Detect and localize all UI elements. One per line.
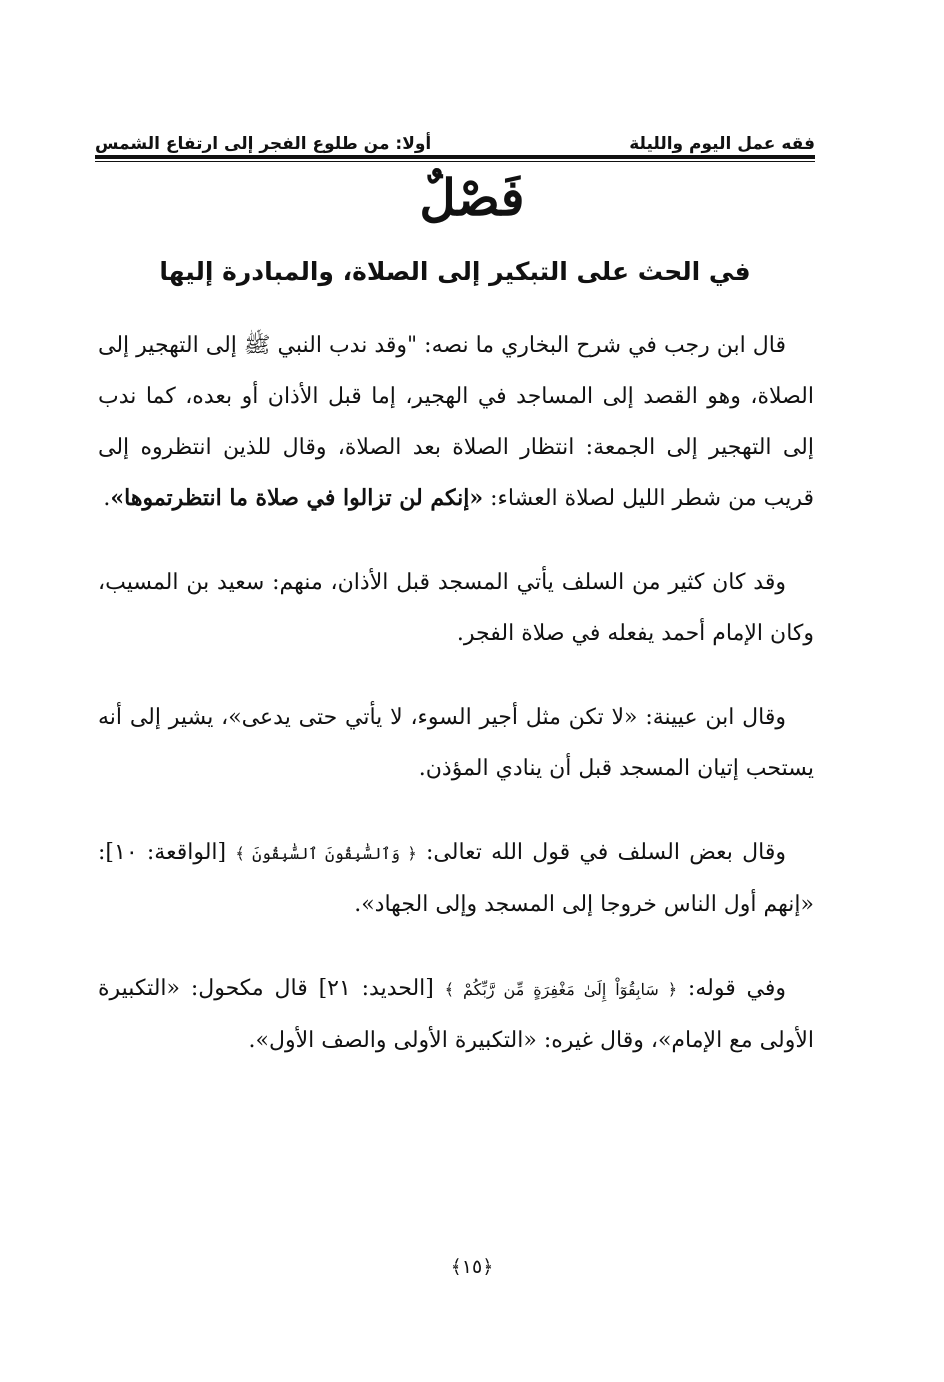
- paragraph-4-rest: [الواقعة: ١٠]: «إنهم أول الناس خروجا إلى المسجد وإلى الجهاد».: [98, 840, 814, 917]
- section-title: في الحث على التبكير إلى الصلاة، والمبادرة إليها: [159, 257, 751, 286]
- paragraph-3: وقال ابن عيينة: «لا تكن مثل أجير السوء، لا يأتي حتى يدعى»، يشير إلى أنه يستحب إتيان المسجد قبل أن ينادي المؤذن.: [98, 705, 814, 781]
- paragraph-5: [98, 963, 814, 1066]
- header-section-title: أولا: من طلوع الفجر إلى ارتفاع الشمس: [95, 134, 432, 154]
- section-heading-word: فَصْلٌ: [419, 168, 525, 227]
- paragraph-1: [98, 320, 814, 524]
- paragraph-5-text: وفي قوله:: [677, 976, 787, 1001]
- paragraph-1-text: قال ابن رجب في شرح البخاري ما نصه: "وقد ندب النبي ﷺ إلى التهجير إلى الصلاة، وهو القصد إلى المساجد في الهجير، إما قبل الأذان أو بعده، كما ندب إلى التهجير إلى الجمعة: انتظار الصلاة بعد الصلاة، وقال للذين انتظروه إلى قريب من شطر الليل لصلاة العشاء:: [98, 333, 814, 511]
- quran-verse-waqiah: ﴿ وَٱلسَّٰبِقُونَ ٱلسَّٰبِقُونَ ﴾: [235, 844, 417, 863]
- paragraph-1-end: .: [103, 486, 111, 511]
- hadith-quote: «إنكم لن تزالوا في صلاة ما انتظرتموها»: [110, 485, 484, 511]
- paragraph-2: وقد كان كثير من السلف يأتي المسجد قبل الأذان، منهم: سعيد بن المسيب، وكان الإمام أحمد يفعله في صلاة الفجر.: [98, 570, 814, 646]
- body-text: [98, 320, 814, 1066]
- header-rule: [95, 155, 815, 159]
- header-book-title: فقه عمل اليوم والليلة: [629, 134, 815, 154]
- paragraph-4-text: وقال بعض السلف في قول الله تعالى:: [416, 840, 786, 865]
- page-number: ﴿١٥﴾: [450, 1256, 494, 1278]
- paragraph-4: [98, 827, 814, 930]
- header-rule-thin: [95, 161, 815, 162]
- paragraph-5-rest: [الحديد: ٢١] قال مكحول: «التكبيرة الأولى مع الإمام»، وقال غيره: «التكبيرة الأولى والصف الأول».: [98, 976, 814, 1053]
- quran-verse-hadid: ﴿ سَابِقُوٓاْ إِلَىٰ مَغْفِرَةٍ مِّن رَّبِّكُمْ ﴾: [444, 980, 678, 999]
